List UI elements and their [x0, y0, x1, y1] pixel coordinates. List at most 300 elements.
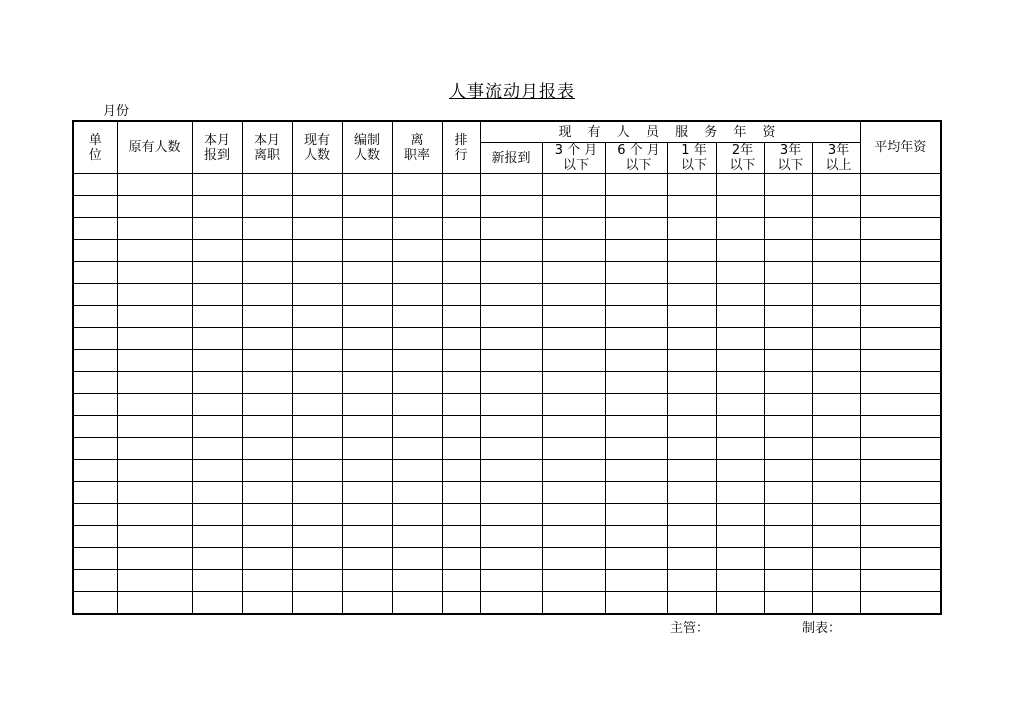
- table-cell[interactable]: [480, 438, 542, 460]
- table-cell[interactable]: [192, 438, 242, 460]
- table-cell[interactable]: [242, 592, 292, 615]
- table-cell[interactable]: [860, 504, 941, 526]
- table-cell[interactable]: [117, 306, 192, 328]
- table-cell[interactable]: [480, 218, 542, 240]
- table-cell[interactable]: [542, 438, 605, 460]
- table-cell[interactable]: [242, 570, 292, 592]
- table-cell[interactable]: [542, 218, 605, 240]
- table-cell[interactable]: [292, 592, 342, 615]
- table-cell[interactable]: [812, 570, 860, 592]
- table-cell[interactable]: [480, 592, 542, 615]
- table-cell[interactable]: [117, 416, 192, 438]
- table-cell[interactable]: [716, 416, 764, 438]
- table-cell[interactable]: [764, 482, 812, 504]
- table-cell[interactable]: [242, 504, 292, 526]
- table-cell[interactable]: [192, 482, 242, 504]
- table-cell[interactable]: [542, 394, 605, 416]
- table-cell[interactable]: [117, 460, 192, 482]
- table-cell[interactable]: [392, 218, 442, 240]
- table-cell[interactable]: [667, 196, 716, 218]
- table-cell[interactable]: [605, 328, 667, 350]
- table-cell[interactable]: [605, 240, 667, 262]
- table-cell[interactable]: [812, 350, 860, 372]
- table-cell[interactable]: [480, 416, 542, 438]
- table-cell[interactable]: [860, 372, 941, 394]
- table-cell[interactable]: [192, 328, 242, 350]
- table-cell[interactable]: [764, 218, 812, 240]
- table-cell[interactable]: [480, 372, 542, 394]
- table-cell[interactable]: [480, 526, 542, 548]
- table-cell[interactable]: [716, 592, 764, 615]
- table-cell[interactable]: [117, 372, 192, 394]
- table-cell[interactable]: [242, 350, 292, 372]
- table-cell[interactable]: [716, 438, 764, 460]
- table-cell[interactable]: [542, 526, 605, 548]
- table-cell[interactable]: [117, 240, 192, 262]
- table-cell[interactable]: [480, 240, 542, 262]
- table-cell[interactable]: [392, 592, 442, 615]
- table-cell[interactable]: [73, 196, 117, 218]
- table-cell[interactable]: [542, 504, 605, 526]
- table-cell[interactable]: [764, 262, 812, 284]
- table-cell[interactable]: [442, 196, 480, 218]
- table-cell[interactable]: [392, 394, 442, 416]
- table-cell[interactable]: [764, 416, 812, 438]
- table-cell[interactable]: [764, 548, 812, 570]
- table-cell[interactable]: [192, 592, 242, 615]
- table-cell[interactable]: [442, 526, 480, 548]
- table-cell[interactable]: [667, 460, 716, 482]
- table-cell[interactable]: [392, 174, 442, 196]
- table-cell[interactable]: [667, 240, 716, 262]
- table-cell[interactable]: [342, 526, 392, 548]
- table-cell[interactable]: [860, 240, 941, 262]
- table-cell[interactable]: [542, 306, 605, 328]
- table-cell[interactable]: [542, 350, 605, 372]
- table-cell[interactable]: [764, 570, 812, 592]
- table-cell[interactable]: [667, 438, 716, 460]
- table-cell[interactable]: [667, 328, 716, 350]
- table-cell[interactable]: [542, 196, 605, 218]
- table-cell[interactable]: [860, 592, 941, 615]
- table-cell[interactable]: [192, 526, 242, 548]
- table-cell[interactable]: [764, 196, 812, 218]
- table-cell[interactable]: [812, 328, 860, 350]
- table-cell[interactable]: [73, 416, 117, 438]
- table-cell[interactable]: [605, 196, 667, 218]
- table-cell[interactable]: [542, 328, 605, 350]
- table-cell[interactable]: [667, 262, 716, 284]
- table-cell[interactable]: [812, 262, 860, 284]
- table-cell[interactable]: [605, 284, 667, 306]
- table-cell[interactable]: [542, 372, 605, 394]
- table-cell[interactable]: [342, 174, 392, 196]
- table-cell[interactable]: [542, 570, 605, 592]
- table-cell[interactable]: [716, 394, 764, 416]
- table-cell[interactable]: [392, 350, 442, 372]
- table-cell[interactable]: [716, 482, 764, 504]
- table-cell[interactable]: [542, 240, 605, 262]
- table-cell[interactable]: [342, 548, 392, 570]
- table-cell[interactable]: [342, 372, 392, 394]
- table-cell[interactable]: [605, 482, 667, 504]
- table-cell[interactable]: [480, 328, 542, 350]
- table-cell[interactable]: [860, 526, 941, 548]
- table-cell[interactable]: [292, 196, 342, 218]
- table-cell[interactable]: [117, 482, 192, 504]
- table-cell[interactable]: [242, 482, 292, 504]
- table-cell[interactable]: [442, 372, 480, 394]
- table-cell[interactable]: [442, 438, 480, 460]
- table-cell[interactable]: [605, 548, 667, 570]
- table-cell[interactable]: [342, 416, 392, 438]
- table-cell[interactable]: [192, 570, 242, 592]
- table-cell[interactable]: [860, 328, 941, 350]
- table-cell[interactable]: [292, 174, 342, 196]
- table-cell[interactable]: [442, 240, 480, 262]
- table-cell[interactable]: [860, 350, 941, 372]
- table-cell[interactable]: [812, 394, 860, 416]
- table-cell[interactable]: [667, 350, 716, 372]
- table-cell[interactable]: [542, 262, 605, 284]
- table-cell[interactable]: [667, 504, 716, 526]
- table-cell[interactable]: [667, 592, 716, 615]
- table-cell[interactable]: [73, 372, 117, 394]
- table-cell[interactable]: [73, 460, 117, 482]
- table-cell[interactable]: [392, 306, 442, 328]
- table-cell[interactable]: [812, 592, 860, 615]
- table-cell[interactable]: [392, 548, 442, 570]
- table-cell[interactable]: [342, 350, 392, 372]
- table-cell[interactable]: [860, 460, 941, 482]
- table-cell[interactable]: [242, 372, 292, 394]
- table-cell[interactable]: [292, 416, 342, 438]
- table-cell[interactable]: [764, 328, 812, 350]
- table-cell[interactable]: [716, 196, 764, 218]
- table-cell[interactable]: [764, 394, 812, 416]
- table-cell[interactable]: [480, 504, 542, 526]
- table-cell[interactable]: [242, 262, 292, 284]
- table-cell[interactable]: [117, 328, 192, 350]
- table-cell[interactable]: [292, 284, 342, 306]
- table-cell[interactable]: [242, 416, 292, 438]
- table-cell[interactable]: [292, 526, 342, 548]
- table-cell[interactable]: [442, 416, 480, 438]
- table-cell[interactable]: [716, 548, 764, 570]
- table-cell[interactable]: [73, 218, 117, 240]
- table-cell[interactable]: [716, 218, 764, 240]
- table-cell[interactable]: [667, 416, 716, 438]
- table-cell[interactable]: [442, 592, 480, 615]
- table-cell[interactable]: [812, 196, 860, 218]
- table-cell[interactable]: [392, 504, 442, 526]
- table-cell[interactable]: [392, 196, 442, 218]
- table-cell[interactable]: [480, 350, 542, 372]
- table-cell[interactable]: [605, 350, 667, 372]
- table-cell[interactable]: [292, 328, 342, 350]
- table-cell[interactable]: [716, 306, 764, 328]
- table-cell[interactable]: [192, 306, 242, 328]
- table-cell[interactable]: [292, 394, 342, 416]
- table-cell[interactable]: [667, 174, 716, 196]
- table-cell[interactable]: [480, 196, 542, 218]
- table-cell[interactable]: [542, 416, 605, 438]
- table-cell[interactable]: [117, 218, 192, 240]
- table-cell[interactable]: [605, 438, 667, 460]
- table-cell[interactable]: [192, 372, 242, 394]
- table-cell[interactable]: [192, 416, 242, 438]
- table-cell[interactable]: [73, 262, 117, 284]
- table-cell[interactable]: [117, 504, 192, 526]
- table-cell[interactable]: [392, 284, 442, 306]
- table-cell[interactable]: [605, 174, 667, 196]
- table-cell[interactable]: [73, 350, 117, 372]
- table-cell[interactable]: [342, 394, 392, 416]
- table-cell[interactable]: [860, 174, 941, 196]
- table-cell[interactable]: [812, 526, 860, 548]
- table-cell[interactable]: [480, 482, 542, 504]
- table-cell[interactable]: [542, 592, 605, 615]
- table-cell[interactable]: [392, 570, 442, 592]
- table-cell[interactable]: [392, 372, 442, 394]
- table-cell[interactable]: [192, 240, 242, 262]
- table-cell[interactable]: [342, 460, 392, 482]
- table-cell[interactable]: [192, 218, 242, 240]
- table-cell[interactable]: [192, 350, 242, 372]
- table-cell[interactable]: [480, 570, 542, 592]
- table-cell[interactable]: [667, 372, 716, 394]
- table-cell[interactable]: [292, 570, 342, 592]
- table-cell[interactable]: [812, 284, 860, 306]
- table-cell[interactable]: [392, 240, 442, 262]
- table-cell[interactable]: [764, 504, 812, 526]
- table-cell[interactable]: [442, 570, 480, 592]
- table-cell[interactable]: [292, 438, 342, 460]
- table-cell[interactable]: [73, 504, 117, 526]
- table-cell[interactable]: [764, 592, 812, 615]
- table-cell[interactable]: [860, 306, 941, 328]
- table-cell[interactable]: [242, 526, 292, 548]
- table-cell[interactable]: [764, 240, 812, 262]
- table-cell[interactable]: [812, 240, 860, 262]
- table-cell[interactable]: [812, 460, 860, 482]
- table-cell[interactable]: [192, 460, 242, 482]
- table-cell[interactable]: [342, 504, 392, 526]
- table-cell[interactable]: [117, 350, 192, 372]
- table-cell[interactable]: [117, 438, 192, 460]
- table-cell[interactable]: [342, 306, 392, 328]
- table-cell[interactable]: [442, 174, 480, 196]
- table-cell[interactable]: [342, 328, 392, 350]
- table-cell[interactable]: [860, 570, 941, 592]
- table-cell[interactable]: [812, 218, 860, 240]
- table-cell[interactable]: [73, 394, 117, 416]
- table-cell[interactable]: [73, 570, 117, 592]
- table-cell[interactable]: [860, 284, 941, 306]
- table-cell[interactable]: [392, 526, 442, 548]
- table-cell[interactable]: [542, 460, 605, 482]
- table-cell[interactable]: [605, 460, 667, 482]
- table-cell[interactable]: [292, 504, 342, 526]
- table-cell[interactable]: [242, 240, 292, 262]
- table-cell[interactable]: [764, 526, 812, 548]
- table-cell[interactable]: [342, 482, 392, 504]
- table-cell[interactable]: [292, 482, 342, 504]
- table-cell[interactable]: [442, 284, 480, 306]
- table-cell[interactable]: [812, 174, 860, 196]
- table-cell[interactable]: [342, 592, 392, 615]
- table-cell[interactable]: [764, 284, 812, 306]
- table-cell[interactable]: [667, 548, 716, 570]
- table-cell[interactable]: [542, 174, 605, 196]
- table-cell[interactable]: [117, 592, 192, 615]
- table-cell[interactable]: [667, 284, 716, 306]
- table-cell[interactable]: [480, 306, 542, 328]
- table-cell[interactable]: [192, 262, 242, 284]
- table-cell[interactable]: [716, 504, 764, 526]
- table-cell[interactable]: [667, 306, 716, 328]
- table-cell[interactable]: [242, 196, 292, 218]
- table-cell[interactable]: [192, 284, 242, 306]
- table-cell[interactable]: [292, 218, 342, 240]
- table-cell[interactable]: [242, 438, 292, 460]
- table-cell[interactable]: [442, 504, 480, 526]
- table-cell[interactable]: [117, 284, 192, 306]
- table-cell[interactable]: [292, 306, 342, 328]
- table-cell[interactable]: [242, 548, 292, 570]
- table-cell[interactable]: [716, 570, 764, 592]
- table-cell[interactable]: [342, 262, 392, 284]
- table-cell[interactable]: [667, 526, 716, 548]
- table-cell[interactable]: [860, 394, 941, 416]
- table-cell[interactable]: [73, 284, 117, 306]
- table-cell[interactable]: [812, 504, 860, 526]
- table-cell[interactable]: [392, 460, 442, 482]
- table-cell[interactable]: [442, 350, 480, 372]
- table-cell[interactable]: [392, 262, 442, 284]
- table-cell[interactable]: [667, 570, 716, 592]
- table-cell[interactable]: [716, 174, 764, 196]
- table-cell[interactable]: [242, 284, 292, 306]
- table-cell[interactable]: [812, 548, 860, 570]
- table-cell[interactable]: [242, 394, 292, 416]
- table-cell[interactable]: [764, 306, 812, 328]
- table-cell[interactable]: [73, 328, 117, 350]
- table-cell[interactable]: [242, 328, 292, 350]
- table-cell[interactable]: [442, 460, 480, 482]
- table-cell[interactable]: [716, 526, 764, 548]
- table-cell[interactable]: [192, 196, 242, 218]
- table-cell[interactable]: [605, 306, 667, 328]
- table-cell[interactable]: [860, 438, 941, 460]
- table-cell[interactable]: [605, 394, 667, 416]
- table-cell[interactable]: [242, 174, 292, 196]
- table-cell[interactable]: [764, 372, 812, 394]
- table-cell[interactable]: [667, 394, 716, 416]
- table-cell[interactable]: [192, 394, 242, 416]
- table-cell[interactable]: [292, 548, 342, 570]
- table-cell[interactable]: [73, 306, 117, 328]
- table-cell[interactable]: [605, 218, 667, 240]
- table-cell[interactable]: [860, 196, 941, 218]
- table-cell[interactable]: [716, 328, 764, 350]
- table-cell[interactable]: [392, 438, 442, 460]
- table-cell[interactable]: [73, 240, 117, 262]
- table-cell[interactable]: [605, 504, 667, 526]
- table-cell[interactable]: [292, 262, 342, 284]
- table-cell[interactable]: [117, 570, 192, 592]
- table-cell[interactable]: [605, 416, 667, 438]
- table-cell[interactable]: [860, 262, 941, 284]
- table-cell[interactable]: [716, 240, 764, 262]
- table-cell[interactable]: [392, 482, 442, 504]
- table-cell[interactable]: [860, 218, 941, 240]
- table-cell[interactable]: [242, 460, 292, 482]
- table-cell[interactable]: [605, 570, 667, 592]
- table-cell[interactable]: [392, 328, 442, 350]
- table-cell[interactable]: [192, 504, 242, 526]
- table-cell[interactable]: [764, 460, 812, 482]
- table-cell[interactable]: [117, 262, 192, 284]
- table-cell[interactable]: [605, 592, 667, 615]
- table-cell[interactable]: [117, 196, 192, 218]
- table-cell[interactable]: [392, 416, 442, 438]
- table-cell[interactable]: [764, 350, 812, 372]
- table-cell[interactable]: [73, 482, 117, 504]
- table-cell[interactable]: [442, 328, 480, 350]
- table-cell[interactable]: [292, 372, 342, 394]
- table-cell[interactable]: [716, 350, 764, 372]
- table-cell[interactable]: [605, 526, 667, 548]
- table-cell[interactable]: [442, 262, 480, 284]
- table-cell[interactable]: [342, 196, 392, 218]
- table-cell[interactable]: [716, 372, 764, 394]
- table-cell[interactable]: [117, 394, 192, 416]
- table-cell[interactable]: [442, 548, 480, 570]
- table-cell[interactable]: [73, 438, 117, 460]
- table-cell[interactable]: [292, 460, 342, 482]
- table-cell[interactable]: [342, 570, 392, 592]
- table-cell[interactable]: [480, 262, 542, 284]
- table-cell[interactable]: [442, 394, 480, 416]
- table-cell[interactable]: [812, 438, 860, 460]
- table-cell[interactable]: [812, 416, 860, 438]
- table-cell[interactable]: [342, 218, 392, 240]
- table-cell[interactable]: [192, 548, 242, 570]
- table-cell[interactable]: [342, 284, 392, 306]
- table-cell[interactable]: [542, 482, 605, 504]
- table-cell[interactable]: [342, 240, 392, 262]
- table-cell[interactable]: [667, 218, 716, 240]
- table-cell[interactable]: [480, 394, 542, 416]
- table-cell[interactable]: [73, 526, 117, 548]
- table-cell[interactable]: [480, 460, 542, 482]
- table-cell[interactable]: [542, 548, 605, 570]
- table-cell[interactable]: [442, 306, 480, 328]
- table-cell[interactable]: [605, 372, 667, 394]
- table-cell[interactable]: [480, 284, 542, 306]
- table-cell[interactable]: [716, 284, 764, 306]
- table-cell[interactable]: [480, 174, 542, 196]
- table-cell[interactable]: [73, 592, 117, 615]
- table-cell[interactable]: [716, 460, 764, 482]
- table-cell[interactable]: [480, 548, 542, 570]
- table-cell[interactable]: [73, 548, 117, 570]
- table-cell[interactable]: [860, 548, 941, 570]
- table-cell[interactable]: [292, 240, 342, 262]
- table-cell[interactable]: [812, 306, 860, 328]
- table-cell[interactable]: [242, 218, 292, 240]
